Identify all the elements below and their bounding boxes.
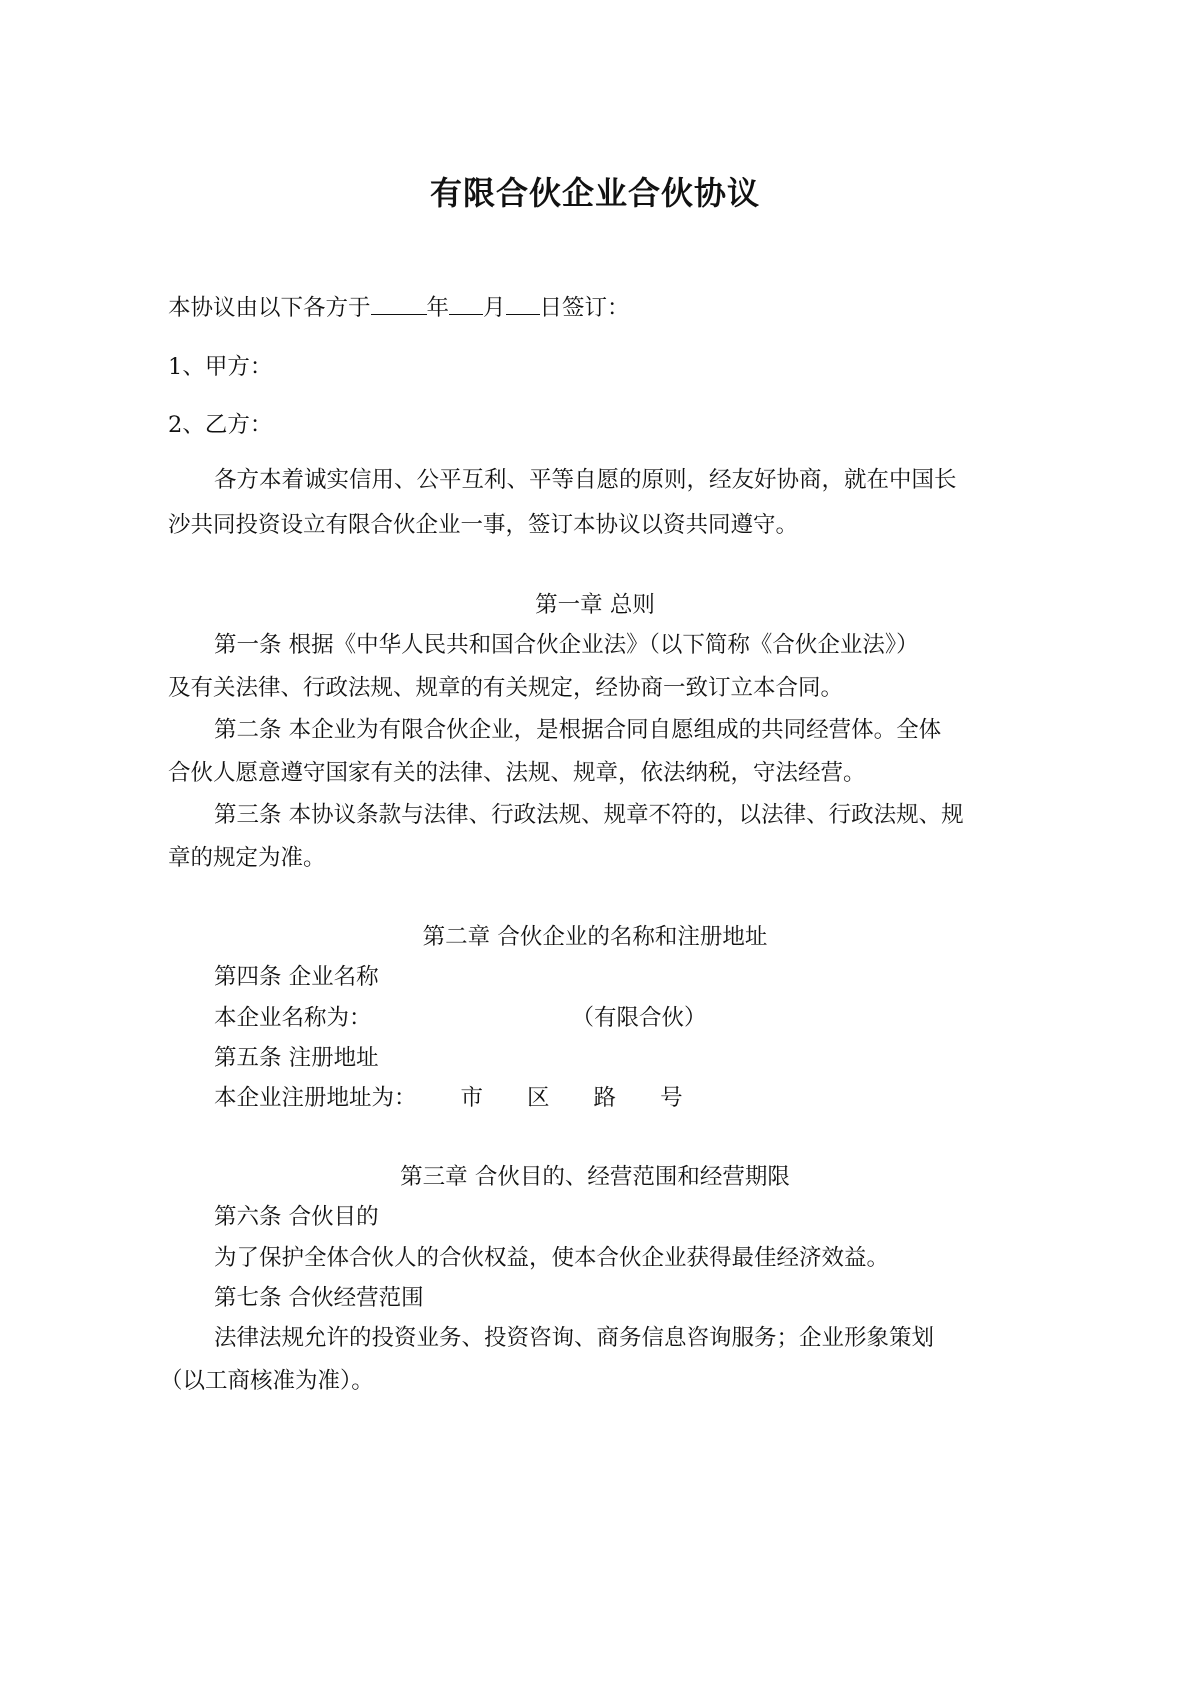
scope-line-2: （以工商核准为准）。 xyxy=(160,1368,374,1394)
purpose-line: 为了保护全体合伙人的合伙权益，使本合伙企业获得最佳经济效益。 xyxy=(214,1245,890,1271)
article1-line-2: 及有关法律、行政法规、规章的有关规定，经协商一致订立本合同。 xyxy=(168,675,844,701)
preamble-line-1: 各方本着诚实信用、公平互利、平等自愿的原则，经友好协商，就在中国长 xyxy=(214,467,957,493)
chapter2-heading: 第二章 合伙企业的名称和注册地址 xyxy=(422,924,768,950)
article6-line: 第六条 合伙目的 xyxy=(214,1204,379,1230)
address-city: 市 xyxy=(460,1085,484,1111)
chapter3-heading: 第三章 合伙目的、经营范围和经营期限 xyxy=(400,1164,790,1190)
day-signing-label: 日签订： xyxy=(539,295,630,321)
article4-line: 第四条 企业名称 xyxy=(214,964,379,990)
address-district: 区 xyxy=(527,1085,550,1111)
company-name-label: 本企业名称为： xyxy=(214,1005,372,1031)
registered-address-line xyxy=(214,1083,683,1113)
article2-line-2: 合伙人愿意遵守国家有关的法律、法规、规章，依法纳税，守法经营。 xyxy=(168,760,866,786)
chapter1-heading: 第一章 总则 xyxy=(535,592,655,618)
company-name-line xyxy=(214,1003,707,1033)
address-number: 号 xyxy=(660,1085,683,1111)
scope-line-1: 法律法规允许的投资业务、投资咨询、商务信息咨询服务；企业形象策划 xyxy=(214,1325,935,1351)
article3-line-1: 第三条 本协议条款与法律、行政法规、规章不符的，以法律、行政法规、规 xyxy=(214,802,964,828)
party-b-line: 2、乙方： xyxy=(168,412,273,438)
signing-date-line xyxy=(168,292,630,323)
address-road: 路 xyxy=(593,1085,617,1111)
year-blank xyxy=(371,292,427,315)
article3-line-2: 章的规定为准。 xyxy=(168,845,326,871)
article2-line-1: 第二条 本企业为有限合伙企业，是根据合同自愿组成的共同经营体。全体 xyxy=(214,717,942,743)
party-a-line: 1、甲方： xyxy=(168,354,273,380)
year-label: 年 xyxy=(426,295,450,321)
preamble-line-2: 沙共同投资设立有限合伙企业一事，签订本协议以资共同遵守。 xyxy=(168,512,799,538)
article7-line: 第七条 合伙经营范围 xyxy=(214,1285,424,1311)
company-name-suffix: （有限合伙） xyxy=(571,1005,707,1031)
signing-intro-text: 本协议由以下各方于 xyxy=(168,295,371,321)
address-label: 本企业注册地址为： xyxy=(214,1085,417,1111)
article1-line-1: 第一条 根据《中华人民共和国合伙企业法》（以下简称《合伙企业法》） xyxy=(214,632,919,658)
document-title: 有限合伙企业合伙协议 xyxy=(429,174,760,212)
article5-line: 第五条 注册地址 xyxy=(214,1045,379,1071)
month-label: 月 xyxy=(483,295,506,321)
day-blank xyxy=(506,292,540,315)
month-blank xyxy=(449,292,483,315)
